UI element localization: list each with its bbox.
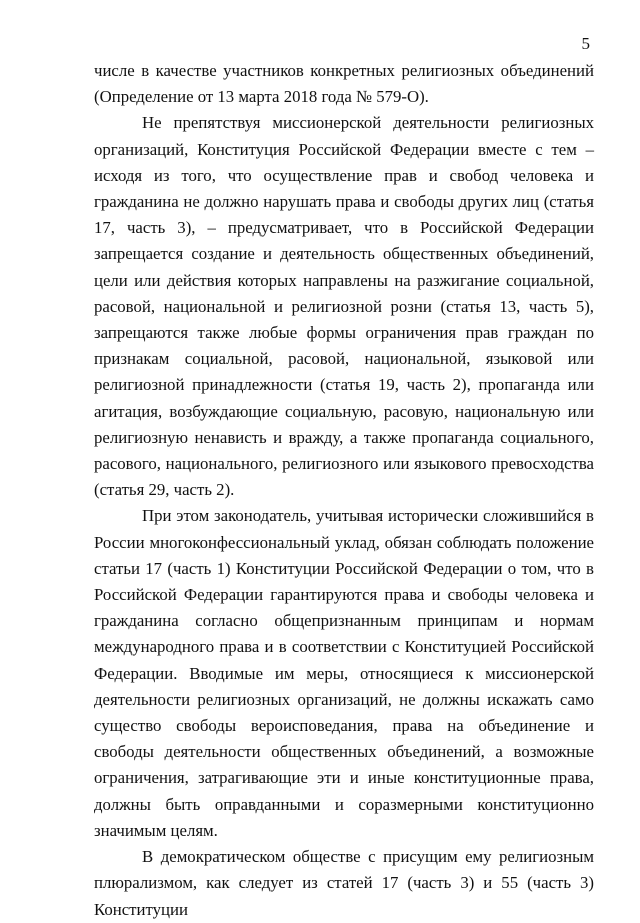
- paragraph-democratic-society: В демократическом обществе с присущим ему религиозным плюрализмом, как следует из статей 17 (часть 3) и 55 (часть 3) Конституции: [94, 847, 594, 919]
- page-number: 5: [581, 34, 590, 53]
- paragraph-legislator-duties: При этом законодатель, учитывая исторически сложившийся в России многоконфессиональный уклад, обязан соблюдать положение статьи 17 (часть 1) Конституции Российской Федерации о том, что в Российской Федерации гарантируются права и свободы человека и гражданина согласно общепризнанным принципам и нормам международного права и в соответствии с Конституцией Российской Федерации. Вводимые им меры, относящиеся к миссионерской деятельности религиозных организаций, не должны искажать само существо свободы вероисповедания, права на объединение и свободы деятельности общественных объединений, а возможные ограничения, затрагивающие эти и иные конституционные права, должны быть оправданными и соразмерными конституционно значимым целям.: [94, 506, 594, 840]
- paragraph-continuation: числе в качестве участников конкретных религиозных объединений (Определение от 13 марта 2018 года № 579-О).: [94, 61, 594, 107]
- paragraph-missionary-activity: Не препятствуя миссионерской деятельности религиозных организаций, Конституция Российской Федерации вместе с тем – исходя из того, что осуществление прав и свобод человека и гражданина не должно нарушать права и свободы других лиц (статья 17, часть 3), – предусматривает, что в Российской Федерации запрещается создание и деятельность общественных объединений, цели или действия которых направлены на разжигание социальной, расовой, национальной и религиозной розни (статья 13, часть 5), запрещаются также любые формы ограничения прав граждан по признакам социальной, расовой, национальной, языковой или религиозной принадлежности (статья 19, часть 2), пропаганда или агитация, возбуждающие социальную, расовую, национальную или религиозную ненависть и вражду, а также пропаганда социального, расового, национального, религиозного или языкового превосходства (статья 29, часть 2).: [94, 113, 594, 500]
- document-body: [94, 58, 594, 923]
